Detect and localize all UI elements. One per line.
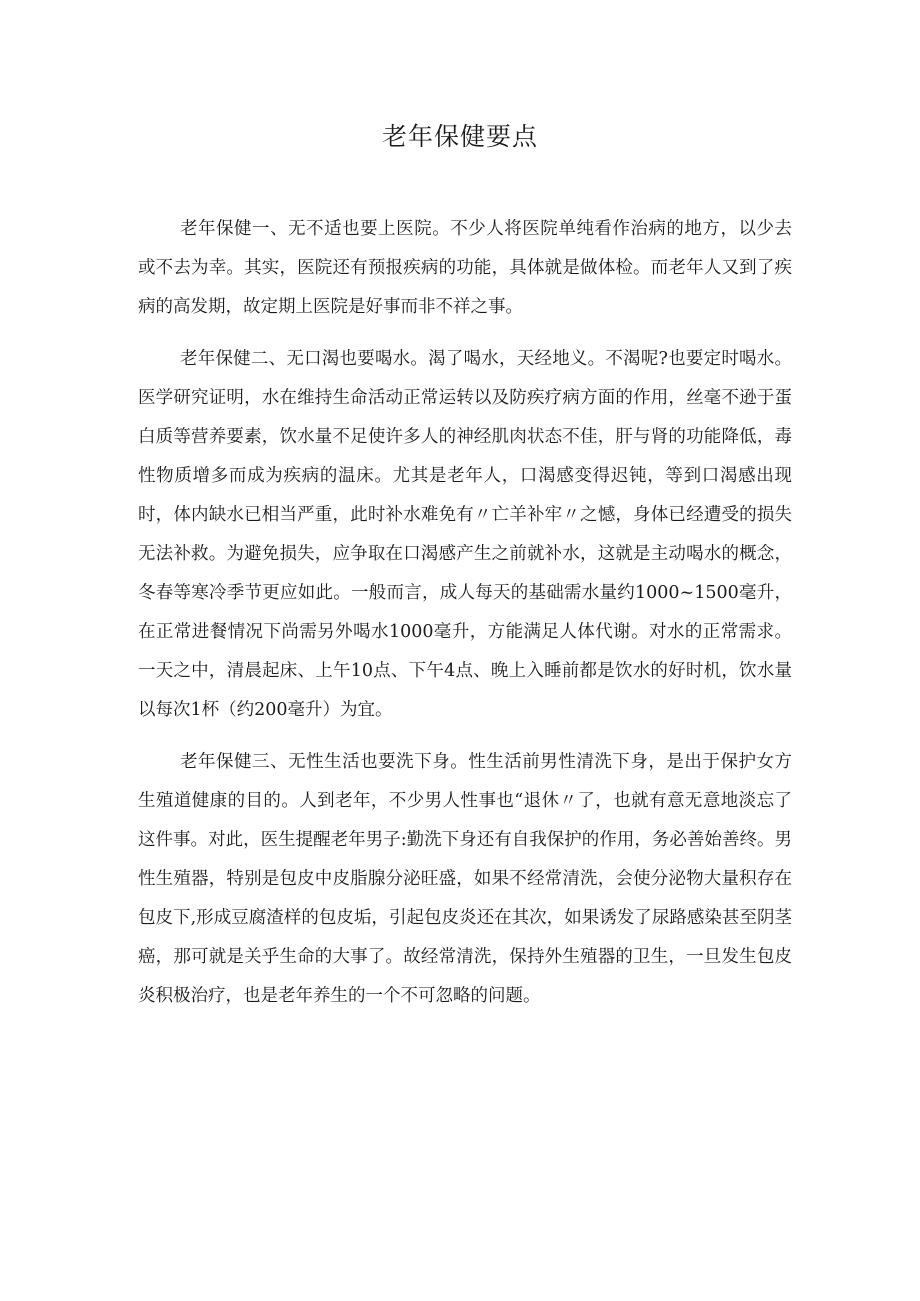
paragraph-drinking-water: 老年保健二、无口渴也要喝水。渴了喝水，天经地义。不渴呢?也要定时喝水。医学研究证明，水在维持生命活动正常运转以及防疾疗病方面的作用，丝毫不逊于蛋白质等营养要素，饮水量不足使许多人的神经肌肉状态不佳，肝与肾的功能降低，毒性物质增多而成为疾病的温床。尤其是老年人，口渴感变得迟钝，等到口渴感出现时，体内缺水已相当严重，此时补水难免有〃亡羊补牢〃之憾，身体已经遭受的损失无法补救。为避免损失，应争取在口渴感产生之前就补水，这就是主动喝水的概念，冬春等寒冷季节更应如此。一般而言，成人每天的基础需水量约1000~1500毫升，在正常进餐情况下尚需另外喝水1000毫升，方能满足人体代谢。对水的正常需求。一天之中，清晨起床、上午10点、下午4点、晚上入睡前都是饮水的好时机，饮水量以每次1杯（约200毫升）为宜。 [138, 349, 792, 720]
paragraph-hygiene: 老年保健三、无性生活也要洗下身。性生活前男性清洗下身，是出于保护女方生殖道健康的目的。人到老年，不少男人性事也“退休〃了，也就有意无意地淡忘了这件事。对此，医生提醒老年男子:勤洗下身还有自我保护的作用，务必善始善终。男性生殖器，特别是包皮中皮脂腺分泌旺盛，如果不经常清洗，会使分泌物大量积存在包皮下,形成豆腐渣样的包皮垢，引起包皮炎还在其次，如果诱发了尿路感染甚至阴茎癌，那可就是关乎生命的大事了。故经常清洗，保持外生殖器的卫生，一旦发生包皮炎积极治疗，也是老年养生的一个不可忽略的问题。 [138, 752, 792, 1006]
document-body [138, 210, 792, 1029]
paragraph-checkup: 老年保健一、无不适也要上医院。不少人将医院单纯看作治病的地方，以少去或不去为幸。其实，医院还有预报疾病的功能，具体就是做体检。而老年人又到了疾病的高发期，故定期上医院是好事而非不祥之事。 [138, 219, 792, 317]
document-title: 老年保健要点 [381, 122, 538, 151]
